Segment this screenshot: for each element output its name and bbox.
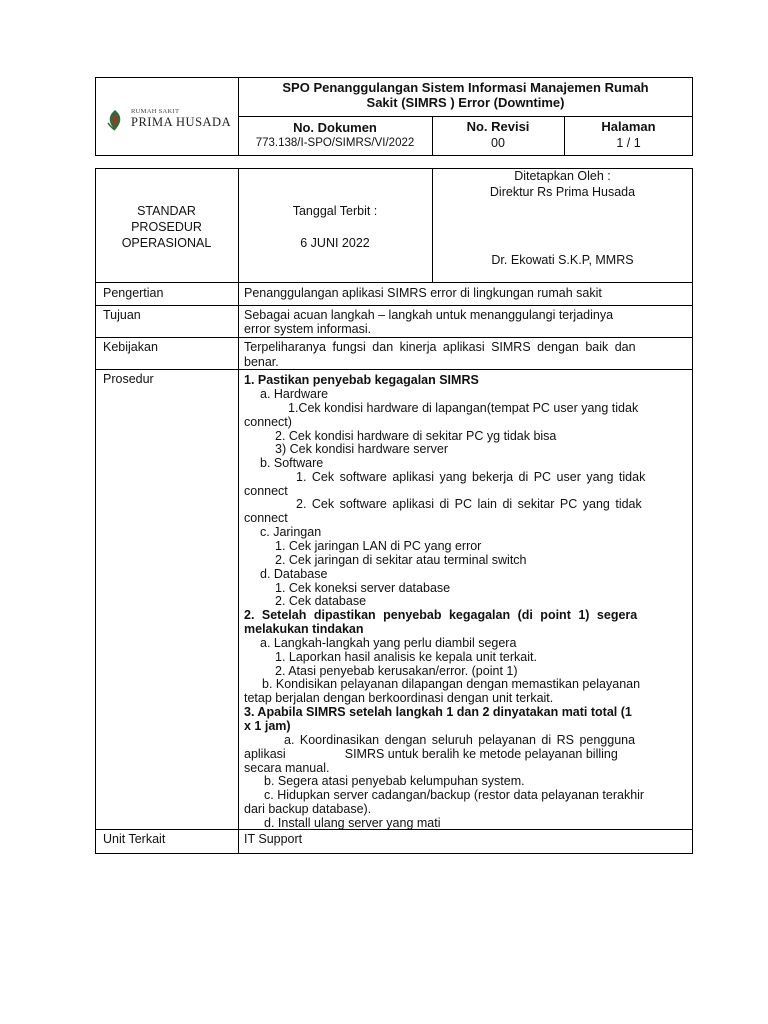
procedure-line: 2. Setelah dipastikan penyebab kegagalan (di point 1) segera <box>244 608 638 622</box>
doc-number-value: 773.138/I-SPO/SIMRS/VI/2022 <box>255 137 415 149</box>
procedure-line: 3) Cek kondisi hardware server <box>275 442 448 456</box>
table-divider <box>238 168 239 854</box>
row-label-unit-terkait: Unit Terkait <box>103 832 166 846</box>
approved-by-label: Ditetapkan Oleh : <box>514 169 611 183</box>
row-label-pengertian: Pengertian <box>103 286 164 300</box>
procedure-line: 2. Cek kondisi hardware di sekitar PC yg tidak bisa <box>275 429 557 443</box>
tujuan-text-line: error system informasi. <box>244 322 372 336</box>
issue-date-label: Tanggal Terbit : <box>292 204 378 218</box>
procedure-line: 1. Pastikan penyebab kegagalan SIMRS <box>244 373 479 387</box>
procedure-line: a. Hardware <box>260 387 329 401</box>
revision-value: 00 <box>491 136 505 150</box>
table-divider <box>95 282 693 283</box>
logo-emblem-icon <box>104 109 126 131</box>
row-label-kebijakan: Kebijakan <box>103 340 158 354</box>
hospital-logo <box>104 106 232 134</box>
procedure-line: c. Jaringan <box>260 525 322 539</box>
logo-title: PRIMA HUSADA <box>131 115 232 129</box>
procedure-line: b. Software <box>260 456 324 470</box>
page-value: 1 / 1 <box>616 136 641 150</box>
procedure-line: 2. Cek database <box>275 594 367 608</box>
kebijakan-text-line: Terpeliharanya fungsi dan kinerja aplikasi SIMRS dengan baik dan <box>244 340 636 354</box>
procedure-line: a. Langkah-langkah yang perlu diambil segera <box>260 636 517 650</box>
procedure-line: dari backup database). <box>244 802 372 816</box>
row-label-tujuan: Tujuan <box>103 308 141 322</box>
logo-subtitle: RUMAH SAKIT <box>131 108 180 115</box>
procedure-line: connect <box>244 484 288 498</box>
issue-date-value: 6 JUNI 2022 <box>300 236 370 250</box>
procedure-line: b. Segera atasi penyebab kelumpuhan system. <box>264 774 525 788</box>
approver-title: Direktur Rs Prima Husada <box>489 185 636 199</box>
procedure-line: 1. Cek software aplikasi yang bekerja di PC user yang tidak <box>296 470 646 484</box>
spo-label-line: OPERASIONAL <box>121 236 212 250</box>
page-label: Halaman <box>601 119 656 134</box>
procedure-line: 2. Atasi penyebab kerusakan/error. (point 1) <box>275 664 518 678</box>
spo-label-line: PROSEDUR <box>131 220 202 234</box>
procedure-line: secara manual. <box>244 761 330 775</box>
revision-label: No. Revisi <box>466 119 530 134</box>
spo-label-line: STANDAR <box>137 204 196 218</box>
table-divider <box>95 369 693 370</box>
procedure-line: 1.Cek kondisi hardware di lapangan(tempat PC user yang tidak <box>288 401 639 415</box>
procedure-line: melakukan tindakan <box>244 622 364 636</box>
pengertian-text: Penanggulangan aplikasi SIMRS error di lingkungan rumah sakit <box>244 286 602 300</box>
procedure-line: b. Kondisikan pelayanan dilapangan dengan memastikan pelayanan <box>262 677 641 691</box>
procedure-line: connect) <box>244 415 292 429</box>
procedure-line: d. Install ulang server yang mati <box>264 816 441 830</box>
procedure-line: a. Koordinasikan dengan seluruh pelayanan di RS pengguna <box>284 733 636 747</box>
header-divider <box>238 116 693 117</box>
table-divider <box>95 305 693 306</box>
procedure-line: connect <box>244 511 288 525</box>
document-title-line2: Sakit (SIMRS ) Error (Downtime) <box>366 95 565 110</box>
unit-terkait-text: IT Support <box>244 832 303 846</box>
document-title-line1: SPO Penanggulangan Sistem Informasi Manajemen Rumah <box>282 80 649 95</box>
procedure-line: 2. Cek software aplikasi di PC lain di sekitar PC yang tidak <box>296 497 642 511</box>
tujuan-text-line: Sebagai acuan langkah – langkah untuk menanggulangi terjadinya <box>244 308 614 322</box>
procedure-line: 1. Cek jaringan LAN di PC yang error <box>275 539 482 553</box>
procedure-line: 3. Apabila SIMRS setelah langkah 1 dan 2 dinyatakan mati total (1 <box>244 705 632 719</box>
procedure-line: d. Database <box>260 567 328 581</box>
procedure-line: aplikasi SIMRS untuk beralih ke metode pelayanan billing <box>244 747 618 761</box>
table-divider <box>95 337 693 338</box>
procedure-line: 1. Cek koneksi server database <box>275 581 451 595</box>
procedure-line: tetap berjalan dengan berkoordinasi dengan unit terkait. <box>244 691 554 705</box>
procedure-line: c. Hidupkan server cadangan/backup (restor data pelayanan terakhir <box>264 788 645 802</box>
procedure-line: 1. Laporkan hasil analisis ke kepala unit terkait. <box>275 650 537 664</box>
procedure-line: 2. Cek jaringan di sekitar atau terminal switch <box>275 553 527 567</box>
doc-number-label: No. Dokumen <box>293 120 377 135</box>
kebijakan-text-line: benar. <box>244 355 279 369</box>
row-label-prosedur: Prosedur <box>103 372 154 386</box>
procedure-line: x 1 jam) <box>244 719 291 733</box>
approver-name: Dr. Ekowati S.K.P, MMRS <box>491 253 634 267</box>
